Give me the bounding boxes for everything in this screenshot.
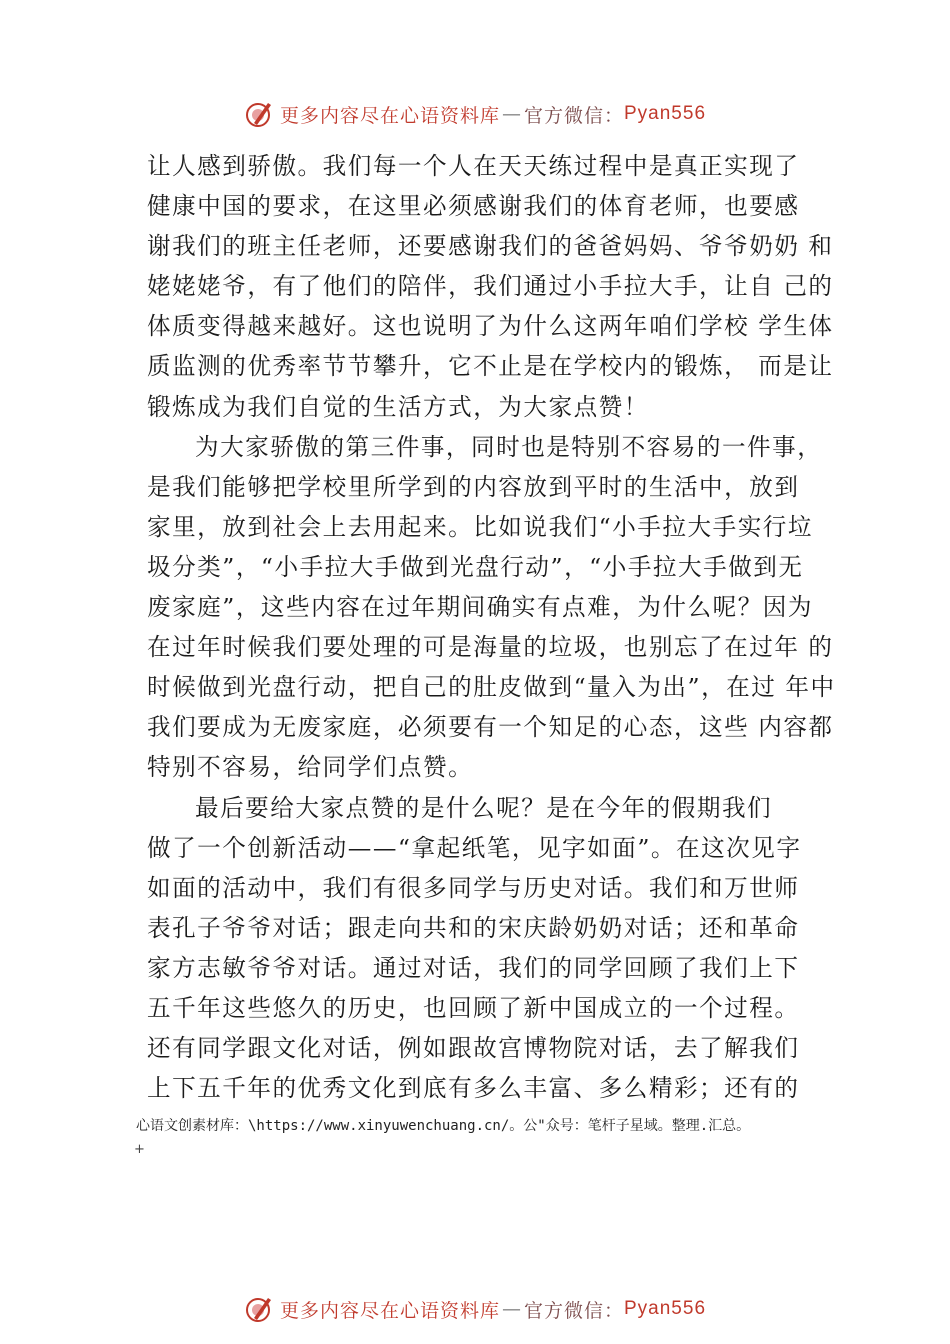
footer-plus-mark: + [134,1142,145,1157]
text-line: 我们要成为无废家庭，必须要有一个知足的心态，这些 内容都 [147,713,834,742]
text-line: 表孔子爷爷对话；跟走向共和的宋庆龄奶奶对话；还和革命 [147,913,800,942]
wechat-label: 官方微信： [523,104,624,127]
text-line: 锻炼成为我们自觉的生活方式，为大家点赞！ [147,392,649,421]
text-line: 如面的活动中，我们有很多同学与历史对话。我们和万世师 [147,873,800,902]
text-line: 在过年时候我们要处理的可是海量的垃圾，也别忘了在过年 的 [147,633,834,662]
source-note: 心语文创素材库：\https://www.xinyuwenchuang.cn/。公"众号：笔杆子星域。整理.汇总。 [136,1118,751,1134]
text-line: 为大家骄傲的第三件事，同时也是特别不容易的一件事， [195,432,823,461]
text-line: 让人感到骄傲。我们每一个人在天天练过程中是真正实现了 [147,152,800,180]
banner-text: 更多内容尽在心语资料库 [279,1299,500,1322]
text-line: 谢我们的班主任老师，还要感谢我们的爸爸妈妈、爷爷奶奶 和 [147,232,834,261]
text-line: 五千年这些悠久的历史，也回顾了新中国成立的一个过程。 [147,993,800,1022]
text-line: 质监测的优秀率节节攀升，它不止是在学校内的锻炼， 而是让 [147,352,834,381]
seal-pen-icon [244,1294,274,1324]
wechat-id: Pyan556 [624,1298,707,1319]
text-line: 还有同学跟文化对话，例如跟故宫博物院对话，去了解我们 [147,1034,800,1063]
bottom-banner [0,1291,950,1327]
text-line: 家里，放到社会上去用起来。比如说我们“小手拉大手实行垃 [147,512,813,541]
seal-pen-icon [244,99,274,129]
text-line: 上下五千年的优秀文化到底有多么丰富、多么精彩；还有的 [147,1074,800,1103]
text-line: 最后要给大家点赞的是什么呢？是在今年的假期我们 [195,793,773,822]
text-line: 特别不容易，给同学们点赞。 [147,753,474,782]
text-line: 姥姥姥爷，有了他们的陪伴，我们通过小手拉大手，让自 己的 [147,272,834,301]
text-line: 家方志敏爷爷对话。通过对话，我们的同学回顾了我们上下 [147,953,800,982]
wechat-id: Pyan556 [624,103,707,124]
banner-separator: — [501,1298,522,1320]
text-line: 圾分类”，“小手拉大手做到光盘行动”，“小手拉大手做到无 [147,552,804,581]
top-banner [0,96,950,132]
banner-text: 更多内容尽在心语资料库 [279,104,500,127]
text-line: 是我们能够把学校里所学到的内容放到平时的生活中，放到 [147,472,800,501]
text-line: 时候做到光盘行动，把自己的肚皮做到“量入为出”，在过 年中 [147,673,836,702]
text-line: 废家庭”，这些内容在过年期间确实有点难，为什么呢？因为 [147,593,813,622]
text-line: 健康中国的要求，在这里必须感谢我们的体育老师，也要感 [147,192,800,221]
wechat-label: 官方微信： [523,1299,624,1322]
text-line: 体质变得越来越好。这也说明了为什么这两年咱们学校 学生体 [147,312,834,341]
banner-separator: — [501,103,522,125]
document-body [147,146,837,1108]
text-line: 做了一个创新活动——“拿起纸笔，见字如面”。在这次见字 [147,833,802,862]
